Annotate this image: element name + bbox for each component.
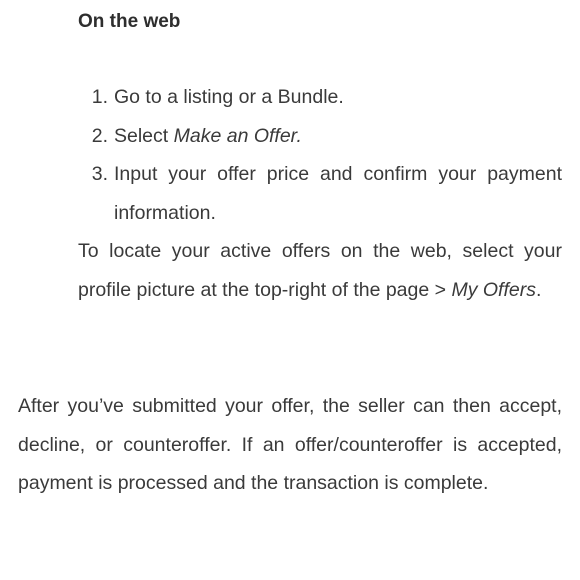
step-text-plain: Input your offer price and confirm your payment information. [114, 163, 562, 224]
step-text-plain: Select [114, 124, 174, 147]
step-item [78, 155, 562, 232]
after-submit-paragraph: After you’ve submitted your offer, the seller can then accept, decline, or counteroffer. If an offer/counteroffer is accepted, payment is processed and the transaction is complete. [18, 395, 562, 494]
my-offers-label: My Offers [451, 278, 536, 301]
step-text-italic: Make an Offer. [173, 124, 302, 147]
locate-offers-text: To locate your active offers on the web, select your profile picture at the top-right of the page > [78, 240, 562, 301]
step-text [114, 155, 562, 232]
step-number: 1. [91, 86, 108, 108]
step-number: 2. [91, 124, 108, 147]
step-item [78, 78, 562, 117]
locate-offers-paragraph [78, 232, 562, 309]
steps-list [78, 78, 562, 232]
step-number: 3. [91, 163, 108, 185]
web-offer-section [78, 10, 562, 309]
locate-offers-period: . [535, 278, 542, 301]
step-text [114, 117, 562, 156]
step-text-plain: Go to a listing or a Bundle. [114, 86, 344, 108]
step-text [114, 78, 562, 117]
section-heading: On the web [78, 11, 181, 32]
step-item [78, 117, 562, 156]
